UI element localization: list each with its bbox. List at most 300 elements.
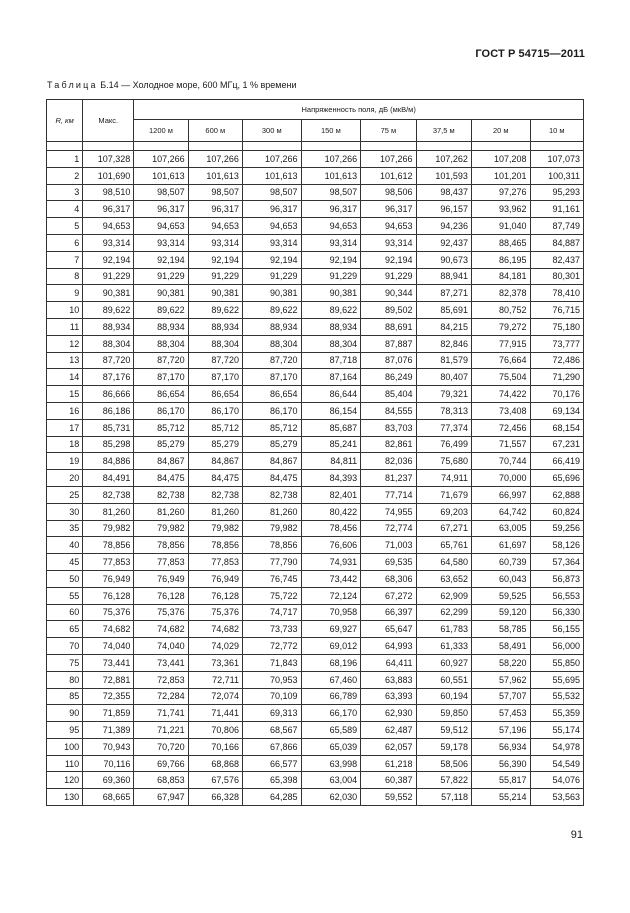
value-cell: 84,886 [83, 453, 134, 470]
value-cell: 75,376 [83, 604, 134, 621]
value-cell: 82,846 [416, 335, 471, 352]
value-cell: 98,510 [83, 184, 134, 201]
distance-cell: 65 [47, 621, 83, 638]
value-cell: 70,109 [242, 688, 301, 705]
value-cell: 70,953 [242, 671, 301, 688]
value-cell: 65,647 [361, 621, 416, 638]
value-cell: 62,299 [416, 604, 471, 621]
value-cell: 60,739 [471, 554, 530, 571]
value-cell: 73,441 [134, 654, 188, 671]
value-cell: 94,653 [301, 218, 361, 235]
value-cell: 93,314 [83, 234, 134, 251]
value-cell: 107,266 [361, 151, 416, 168]
value-cell: 86,654 [188, 386, 242, 403]
value-cell: 98,437 [416, 184, 471, 201]
distance-cell: 100 [47, 738, 83, 755]
table-row [47, 587, 584, 604]
caption-title: Холодное море, 600 МГц, 1 % времени [132, 80, 297, 90]
value-cell: 69,134 [530, 402, 583, 419]
distance-cell: 35 [47, 520, 83, 537]
value-cell: 68,665 [83, 789, 134, 806]
value-cell: 70,116 [83, 755, 134, 772]
value-cell: 101,613 [134, 167, 188, 184]
value-cell: 88,941 [416, 268, 471, 285]
value-cell: 71,679 [416, 486, 471, 503]
value-cell: 56,155 [530, 621, 583, 638]
value-cell: 83,703 [361, 419, 416, 436]
value-cell: 74,040 [83, 638, 134, 655]
table-row [47, 201, 584, 218]
value-cell: 90,381 [188, 285, 242, 302]
value-cell: 71,557 [471, 436, 530, 453]
value-cell: 85,404 [361, 386, 416, 403]
value-cell: 65,398 [242, 772, 301, 789]
table-row [47, 369, 584, 386]
distance-cell: 9 [47, 285, 83, 302]
value-cell: 88,934 [301, 318, 361, 335]
value-cell: 91,229 [188, 268, 242, 285]
value-cell: 56,330 [530, 604, 583, 621]
value-cell: 71,221 [134, 722, 188, 739]
value-cell: 77,853 [134, 554, 188, 571]
value-cell: 82,738 [242, 486, 301, 503]
value-cell: 72,711 [188, 671, 242, 688]
value-cell: 69,203 [416, 503, 471, 520]
value-cell: 84,491 [83, 470, 134, 487]
distance-cell: 40 [47, 537, 83, 554]
value-cell: 85,279 [134, 436, 188, 453]
value-cell: 91,229 [301, 268, 361, 285]
value-cell: 86,654 [134, 386, 188, 403]
value-cell: 84,215 [416, 318, 471, 335]
value-cell: 56,553 [530, 587, 583, 604]
value-cell: 72,284 [134, 688, 188, 705]
value-cell: 79,982 [134, 520, 188, 537]
table-row [47, 318, 584, 335]
value-cell: 55,817 [471, 772, 530, 789]
value-cell: 84,887 [530, 234, 583, 251]
value-cell: 86,170 [242, 402, 301, 419]
value-cell: 92,194 [361, 251, 416, 268]
column-header-r: R, км [47, 100, 83, 142]
value-cell: 70,943 [83, 738, 134, 755]
value-cell: 85,712 [188, 419, 242, 436]
value-cell: 71,741 [134, 705, 188, 722]
value-cell: 59,850 [416, 705, 471, 722]
distance-cell: 80 [47, 671, 83, 688]
value-cell: 76,949 [134, 570, 188, 587]
value-cell: 72,486 [530, 352, 583, 369]
value-cell: 79,982 [242, 520, 301, 537]
value-cell: 81,579 [416, 352, 471, 369]
value-cell: 67,866 [242, 738, 301, 755]
value-cell: 76,745 [242, 570, 301, 587]
table-row [47, 352, 584, 369]
value-cell: 88,304 [188, 335, 242, 352]
value-cell: 68,868 [188, 755, 242, 772]
value-cell: 101,613 [188, 167, 242, 184]
distance-cell: 6 [47, 234, 83, 251]
value-cell: 57,453 [471, 705, 530, 722]
table-row [47, 386, 584, 403]
value-cell: 84,811 [301, 453, 361, 470]
value-cell: 66,997 [471, 486, 530, 503]
value-cell: 72,853 [134, 671, 188, 688]
value-cell: 68,196 [301, 654, 361, 671]
value-cell: 90,381 [301, 285, 361, 302]
value-cell: 101,613 [242, 167, 301, 184]
value-cell: 107,208 [471, 151, 530, 168]
value-cell: 59,525 [471, 587, 530, 604]
distance-cell: 130 [47, 789, 83, 806]
value-cell: 57,196 [471, 722, 530, 739]
value-cell: 77,790 [242, 554, 301, 571]
value-cell: 81,260 [188, 503, 242, 520]
value-cell: 91,229 [83, 268, 134, 285]
value-cell: 64,285 [242, 789, 301, 806]
value-cell: 81,260 [134, 503, 188, 520]
value-cell: 87,170 [188, 369, 242, 386]
value-cell: 101,612 [361, 167, 416, 184]
value-cell: 93,314 [188, 234, 242, 251]
value-cell: 62,930 [361, 705, 416, 722]
value-cell: 91,229 [242, 268, 301, 285]
table-row [47, 537, 584, 554]
value-cell: 107,266 [134, 151, 188, 168]
table-row [47, 520, 584, 537]
distance-cell: 15 [47, 386, 83, 403]
value-cell: 84,867 [188, 453, 242, 470]
value-cell: 87,749 [530, 218, 583, 235]
table-row [47, 151, 584, 168]
distance-cell: 7 [47, 251, 83, 268]
value-cell: 96,317 [242, 201, 301, 218]
value-cell: 91,040 [471, 218, 530, 235]
value-cell: 107,266 [301, 151, 361, 168]
value-cell: 76,128 [83, 587, 134, 604]
value-cell: 86,666 [83, 386, 134, 403]
value-cell: 101,613 [301, 167, 361, 184]
table-row [47, 184, 584, 201]
table-row [47, 638, 584, 655]
distance-cell: 19 [47, 453, 83, 470]
column-group-header: Напряженность поля, дБ (мкВ/м) [134, 100, 584, 120]
value-cell: 91,229 [134, 268, 188, 285]
value-cell: 61,333 [416, 638, 471, 655]
column-header-height: 1200 м [134, 120, 188, 142]
column-header-height: 37,5 м [416, 120, 471, 142]
value-cell: 90,344 [361, 285, 416, 302]
distance-cell: 25 [47, 486, 83, 503]
value-cell: 86,249 [361, 369, 416, 386]
table-row [47, 755, 584, 772]
distance-cell: 95 [47, 722, 83, 739]
distance-cell: 85 [47, 688, 83, 705]
value-cell: 86,654 [242, 386, 301, 403]
distance-cell: 20 [47, 470, 83, 487]
value-cell: 72,124 [301, 587, 361, 604]
table-row [47, 268, 584, 285]
value-cell: 82,401 [301, 486, 361, 503]
column-header-height: 10 м [530, 120, 583, 142]
value-cell: 91,161 [530, 201, 583, 218]
value-cell: 59,120 [471, 604, 530, 621]
distance-cell: 12 [47, 335, 83, 352]
value-cell: 56,934 [471, 738, 530, 755]
value-cell: 92,194 [242, 251, 301, 268]
distance-cell: 18 [47, 436, 83, 453]
table-row [47, 218, 584, 235]
distance-cell: 14 [47, 369, 83, 386]
value-cell: 93,314 [134, 234, 188, 251]
value-cell: 58,506 [416, 755, 471, 772]
value-cell: 76,949 [188, 570, 242, 587]
value-cell: 79,321 [416, 386, 471, 403]
distance-cell: 60 [47, 604, 83, 621]
value-cell: 73,408 [471, 402, 530, 419]
value-cell: 69,360 [83, 772, 134, 789]
value-cell: 70,744 [471, 453, 530, 470]
value-cell: 84,393 [301, 470, 361, 487]
value-cell: 98,506 [361, 184, 416, 201]
value-cell: 70,166 [188, 738, 242, 755]
value-cell: 107,073 [530, 151, 583, 168]
value-cell: 82,738 [188, 486, 242, 503]
value-cell: 84,475 [242, 470, 301, 487]
value-cell: 61,783 [416, 621, 471, 638]
value-cell: 80,407 [416, 369, 471, 386]
value-cell: 64,993 [361, 638, 416, 655]
value-cell: 62,888 [530, 486, 583, 503]
table-row [47, 335, 584, 352]
table-row [47, 789, 584, 806]
value-cell: 63,652 [416, 570, 471, 587]
table-row [47, 453, 584, 470]
value-cell: 55,850 [530, 654, 583, 671]
value-cell: 87,170 [242, 369, 301, 386]
value-cell: 58,491 [471, 638, 530, 655]
value-cell: 84,181 [471, 268, 530, 285]
distance-cell: 3 [47, 184, 83, 201]
value-cell: 55,359 [530, 705, 583, 722]
value-cell: 107,328 [83, 151, 134, 168]
value-cell: 94,653 [134, 218, 188, 235]
table-row [47, 671, 584, 688]
value-cell: 89,622 [188, 302, 242, 319]
value-cell: 87,271 [416, 285, 471, 302]
document-code: ГОСТ Р 54715—2011 [475, 48, 585, 60]
value-cell: 60,043 [471, 570, 530, 587]
value-cell: 61,218 [361, 755, 416, 772]
table-row [47, 772, 584, 789]
table-row [47, 234, 584, 251]
value-cell: 71,843 [242, 654, 301, 671]
value-cell: 73,442 [301, 570, 361, 587]
value-cell: 75,722 [242, 587, 301, 604]
value-cell: 68,306 [361, 570, 416, 587]
value-cell: 72,456 [471, 419, 530, 436]
value-cell: 86,170 [134, 402, 188, 419]
value-cell: 77,915 [471, 335, 530, 352]
table-row [47, 738, 584, 755]
value-cell: 70,958 [301, 604, 361, 621]
value-cell: 77,374 [416, 419, 471, 436]
value-cell: 78,856 [188, 537, 242, 554]
value-cell: 66,397 [361, 604, 416, 621]
value-cell: 81,260 [83, 503, 134, 520]
distance-cell: 90 [47, 705, 83, 722]
value-cell: 94,653 [242, 218, 301, 235]
column-header-height: 20 м [471, 120, 530, 142]
value-cell: 82,437 [530, 251, 583, 268]
value-cell: 84,475 [188, 470, 242, 487]
distance-cell: 55 [47, 587, 83, 604]
value-cell: 67,231 [530, 436, 583, 453]
distance-cell: 11 [47, 318, 83, 335]
value-cell: 85,687 [301, 419, 361, 436]
value-cell: 60,824 [530, 503, 583, 520]
value-cell: 88,304 [301, 335, 361, 352]
value-cell: 78,856 [134, 537, 188, 554]
caption-number: Б.14 — [100, 80, 131, 90]
value-cell: 96,317 [83, 201, 134, 218]
value-cell: 76,664 [471, 352, 530, 369]
value-cell: 88,934 [242, 318, 301, 335]
value-cell: 89,622 [301, 302, 361, 319]
value-cell: 98,507 [188, 184, 242, 201]
value-cell: 107,266 [242, 151, 301, 168]
value-cell: 66,170 [301, 705, 361, 722]
value-cell: 86,644 [301, 386, 361, 403]
value-cell: 71,859 [83, 705, 134, 722]
value-cell: 70,000 [471, 470, 530, 487]
value-cell: 75,504 [471, 369, 530, 386]
value-cell: 62,030 [301, 789, 361, 806]
value-cell: 57,822 [416, 772, 471, 789]
value-cell: 93,962 [471, 201, 530, 218]
value-cell: 74,029 [188, 638, 242, 655]
data-table [46, 99, 584, 806]
table-row [47, 285, 584, 302]
value-cell: 92,194 [134, 251, 188, 268]
table-row [47, 722, 584, 739]
value-cell: 74,682 [134, 621, 188, 638]
value-cell: 64,580 [416, 554, 471, 571]
value-cell: 90,381 [83, 285, 134, 302]
value-cell: 54,549 [530, 755, 583, 772]
value-cell: 64,411 [361, 654, 416, 671]
value-cell: 90,381 [134, 285, 188, 302]
table-row [47, 688, 584, 705]
value-cell: 79,982 [83, 520, 134, 537]
value-cell: 89,502 [361, 302, 416, 319]
value-cell: 73,733 [242, 621, 301, 638]
value-cell: 96,317 [188, 201, 242, 218]
value-cell: 56,390 [471, 755, 530, 772]
value-cell: 78,410 [530, 285, 583, 302]
value-cell: 55,214 [471, 789, 530, 806]
value-cell: 94,653 [188, 218, 242, 235]
distance-cell: 13 [47, 352, 83, 369]
value-cell: 86,170 [188, 402, 242, 419]
value-cell: 84,555 [361, 402, 416, 419]
value-cell: 74,682 [188, 621, 242, 638]
value-cell: 92,194 [301, 251, 361, 268]
value-cell: 96,317 [361, 201, 416, 218]
value-cell: 77,714 [361, 486, 416, 503]
value-cell: 59,178 [416, 738, 471, 755]
distance-cell: 50 [47, 570, 83, 587]
value-cell: 87,170 [134, 369, 188, 386]
value-cell: 84,867 [134, 453, 188, 470]
table-row [47, 554, 584, 571]
value-cell: 67,460 [301, 671, 361, 688]
value-cell: 98,507 [301, 184, 361, 201]
value-cell: 100,311 [530, 167, 583, 184]
value-cell: 94,236 [416, 218, 471, 235]
value-cell: 80,752 [471, 302, 530, 319]
value-cell: 80,422 [301, 503, 361, 520]
value-cell: 76,606 [301, 537, 361, 554]
table-row [47, 570, 584, 587]
distance-cell: 10 [47, 302, 83, 319]
value-cell: 66,328 [188, 789, 242, 806]
table-row [47, 302, 584, 319]
value-cell: 89,622 [134, 302, 188, 319]
value-cell: 85,712 [134, 419, 188, 436]
value-cell: 79,272 [471, 318, 530, 335]
value-cell: 65,696 [530, 470, 583, 487]
value-cell: 70,720 [134, 738, 188, 755]
column-header-height: 600 м [188, 120, 242, 142]
value-cell: 87,176 [83, 369, 134, 386]
value-cell: 87,718 [301, 352, 361, 369]
value-cell: 70,176 [530, 386, 583, 403]
value-cell: 88,934 [83, 318, 134, 335]
value-cell: 82,738 [83, 486, 134, 503]
value-cell: 63,004 [301, 772, 361, 789]
table-row [47, 621, 584, 638]
value-cell: 63,883 [361, 671, 416, 688]
value-cell: 69,766 [134, 755, 188, 772]
table-row [47, 604, 584, 621]
value-cell: 96,317 [134, 201, 188, 218]
table-row [47, 167, 584, 184]
value-cell: 68,853 [134, 772, 188, 789]
value-cell: 66,419 [530, 453, 583, 470]
value-cell: 55,532 [530, 688, 583, 705]
value-cell: 71,441 [188, 705, 242, 722]
column-header-max: Макс. [83, 100, 134, 142]
value-cell: 94,653 [83, 218, 134, 235]
value-cell: 88,934 [188, 318, 242, 335]
table-row [47, 402, 584, 419]
value-cell: 96,157 [416, 201, 471, 218]
value-cell: 66,789 [301, 688, 361, 705]
value-cell: 59,256 [530, 520, 583, 537]
value-cell: 89,622 [242, 302, 301, 319]
table-row [47, 486, 584, 503]
value-cell: 57,962 [471, 671, 530, 688]
table-row [47, 705, 584, 722]
column-header-height: 75 м [361, 120, 416, 142]
value-cell: 74,040 [134, 638, 188, 655]
value-cell: 77,853 [188, 554, 242, 571]
value-cell: 87,076 [361, 352, 416, 369]
value-cell: 101,593 [416, 167, 471, 184]
value-cell: 82,861 [361, 436, 416, 453]
distance-cell: 110 [47, 755, 83, 772]
